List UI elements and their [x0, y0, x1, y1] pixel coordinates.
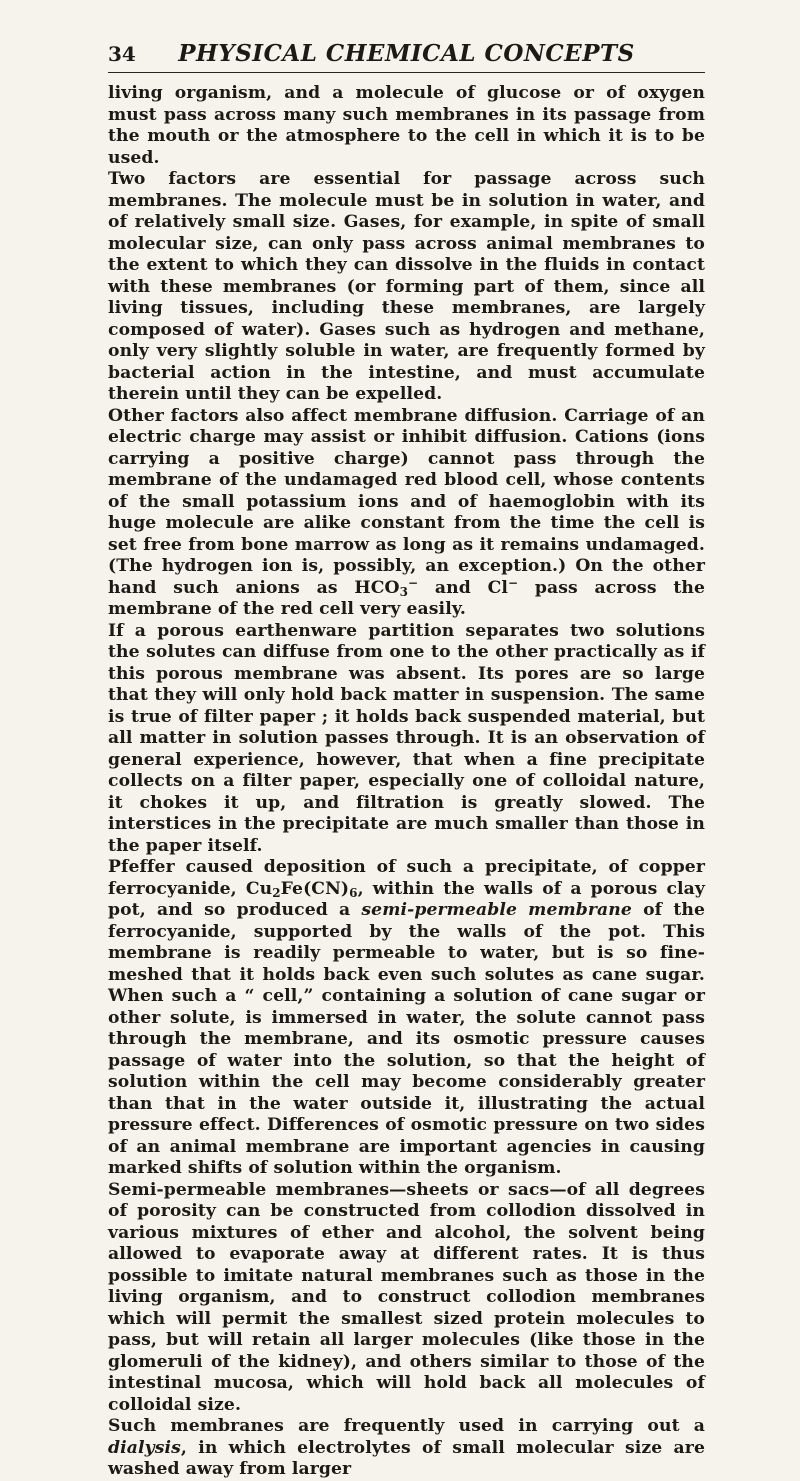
paragraph-4: If a porous earthenware partition separates two solutions the solutes can diffuse from one to the other practically as if this porous membrane was absent. Its pores are so large that they will only hold back matter in suspension. The same is true of filter paper ; it holds back suspended material, but all matter in solution passes through. It is an observation of general experience, however, that when a fine precipitate collects on a filter paper, especially one of colloidal nature, it chokes it up, and filtration is greatly slowed. The interstices in the precipitate are much smaller than those in the paper itself. — [108, 620, 705, 856]
term-dialysis: dialysis — [108, 1437, 181, 1458]
paragraph-6: Semi-permeable membranes—sheets or sacs—of all degrees of porosity can be constructed from collodion dissolved in various mixtures of ether and alcohol, the solvent being allowed to evaporate away at different rates. It is thus possible to imitate natural membranes such as those in the living organism, and to construct collodion membranes which will permit the smallest sized protein molecules to pass, but will retain all larger molecules (like those in the glomeruli of the kidney), and others similar to those of the intestinal mucosa, which will hold back all molecules of colloidal size. — [108, 1179, 705, 1415]
running-title: PHYSICAL CHEMICAL CONCEPTS — [178, 40, 635, 67]
page-number: 34 — [108, 42, 136, 66]
paragraph-5: Pfeffer caused deposition of such a precipitate, of copper ferrocyanide, $Cu_2Fe(CN)_6$, within the walls of a porous clay pot, and so produced a semi-permeable membrane of the ferrocyanide, supported by the walls of the pot. This membrane is readily permeable to water, but is so fine-meshed that it holds back even such solutes as cane sugar. When such a “ cell,” containing a solution of cane sugar or other solute, is immersed in water, the solute cannot pass through the membrane, and its osmotic pressure causes passage of water into the solution, so that the height of solution within the cell may become considerably greater than that in the water outside it, illustrating the actual pressure effect. Differences of osmotic pressure on two sides of an animal membrane are important agencies in causing marked shifts of solution within the organism. — [108, 857, 706, 1178]
term-semi-permeable-membrane: semi-permeable membrane — [361, 900, 632, 920]
paragraph-1: living organism, and a molecule of glucose or of oxygen must pass across many such membranes in its passage from the mouth or the atmosphere to the cell in which it is to be used. — [108, 83, 705, 168]
paragraph-3: Other factors also affect membrane diffusion. Carriage of an electric charge may assist or inhibit diffusion. Cations (ions carrying a positive charge) cannot pass through the membrane of the undamaged red blood cell, whose contents of the small potassium ions and of haemoglobin with its huge molecule are alike constant from the time the cell is set free from bone marrow as long as it remains undamaged. (The hydrogen ion is, possibly, an exception.) On the other hand such anions as $HCO_3^-$ and Cl− pass across the membrane of the red cell very easily. — [108, 405, 705, 619]
page-header — [108, 40, 705, 73]
paragraph-2: Two factors are essential for passage across such membranes. The molecule must be in solution in water, and of relatively small size. Gases, for example, in spite of small molecular size, can only pass across animal membranes to the extent to which they can dissolve in the fluids in contact with these membranes (or forming part of them, since all living tissues, including these membranes, are largely composed of water). Gases such as hydrogen and methane, only very slightly soluble in water, are frequently formed by bacterial action in the intestine, and must accumulate therein until they can be expelled. — [108, 169, 705, 404]
body-text — [108, 83, 705, 1481]
paragraph-7: Such membranes are frequently used in carrying out a dialysis, in which electrolytes of small molecular size are washed away from larger — [108, 1416, 705, 1479]
